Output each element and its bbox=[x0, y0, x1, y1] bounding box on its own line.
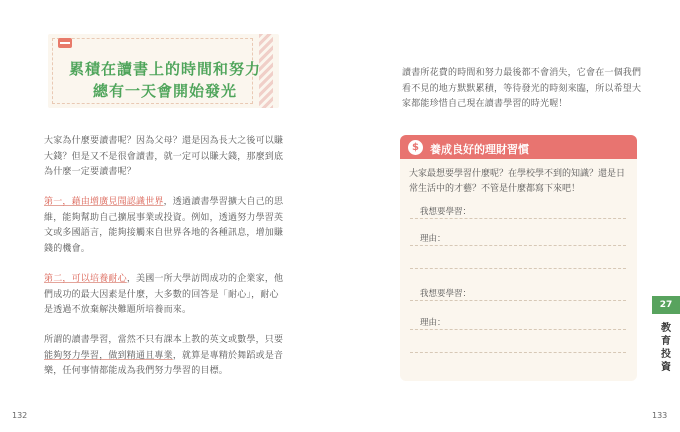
reason-label-2: 理由： bbox=[420, 318, 446, 328]
writing-line bbox=[410, 329, 626, 330]
conclusion-text-b: ，就算是專精於舞蹈或是音 樂，任何事情都能成為我們努力學習的目標。 bbox=[44, 350, 284, 376]
chapter-tab-label-text: 教育投資 bbox=[661, 323, 671, 373]
writing-line bbox=[410, 268, 626, 269]
conclusion-text-a: 所謂的讀書學習，當然不只有課本上教的英文或數學，只要 bbox=[44, 335, 284, 345]
page-number-right: 133 bbox=[652, 411, 668, 420]
card-icon bbox=[58, 38, 72, 48]
intro-paragraph: 大家為什麼要讀書呢？因為父母？還是因為長大之後可以賺 大錢？但是又不是很會讀書，就一定可以賺大錢，那麼到底 為什麼一定要讀書呢？ bbox=[44, 136, 284, 177]
paragraph-first-reason bbox=[44, 195, 294, 257]
page-number-left: 132 bbox=[12, 411, 28, 420]
tip-intro: 大家最想要學習什麼呢？在學校學不到的知識？還是日常生活中的才藝？不管是什麼都寫下來吧！ bbox=[409, 169, 626, 194]
chapter-tab-number: 27 bbox=[652, 296, 680, 314]
want-to-learn-label-1: 我想要學習： bbox=[420, 207, 472, 217]
first-reason-highlight: 第一，藉由增廣見聞認識世界 bbox=[44, 197, 164, 207]
chapter-tab-label bbox=[653, 322, 679, 374]
money-bag-icon: $ bbox=[408, 140, 423, 155]
right-top-paragraph: 讀書所花費的時間和努力最後都不會消失，它會在一個我們 看不見的地方默默累積，等待發光的時刻來臨，所以希望大 家都能珍惜自己現在讀書學習的時光喔！ bbox=[402, 68, 642, 109]
chapter-title-line-1: 累積在讀書上的時間和努力 bbox=[68, 60, 261, 78]
writing-line bbox=[410, 245, 626, 246]
reason-label-1: 理由： bbox=[420, 234, 446, 244]
paragraph-conclusion bbox=[44, 333, 294, 380]
want-to-learn-label-2: 我想要學習： bbox=[420, 289, 472, 299]
writing-line bbox=[410, 300, 626, 301]
conclusion-underline: 能夠努力學習，做到精通且專業 bbox=[44, 350, 173, 361]
paragraph-second-reason bbox=[44, 272, 294, 319]
second-reason-highlight: 第二，可以培養耐心 bbox=[44, 274, 127, 284]
first-reason-text: ，透過讀書學習擴大自己的思 維，能夠幫助自己擴展事業或投資。例如，透過努力學習英 文或多國語言，能夠接觸來自世界各地的各種訊息，增加賺 錢的機會。 bbox=[44, 197, 284, 254]
tip-title: 養成良好的理財習慣 bbox=[430, 143, 529, 156]
chapter-title-line-2: 總有一天會開始發光 bbox=[92, 82, 237, 100]
writing-line bbox=[410, 218, 626, 219]
second-reason-text: ，美國一所大學訪問成功的企業家，他 們成功的最大因素是什麼，大多數的回答是「耐心」，耐心 是透過不放棄解決難題所培養而來。 bbox=[44, 274, 284, 315]
writing-line bbox=[410, 352, 626, 353]
